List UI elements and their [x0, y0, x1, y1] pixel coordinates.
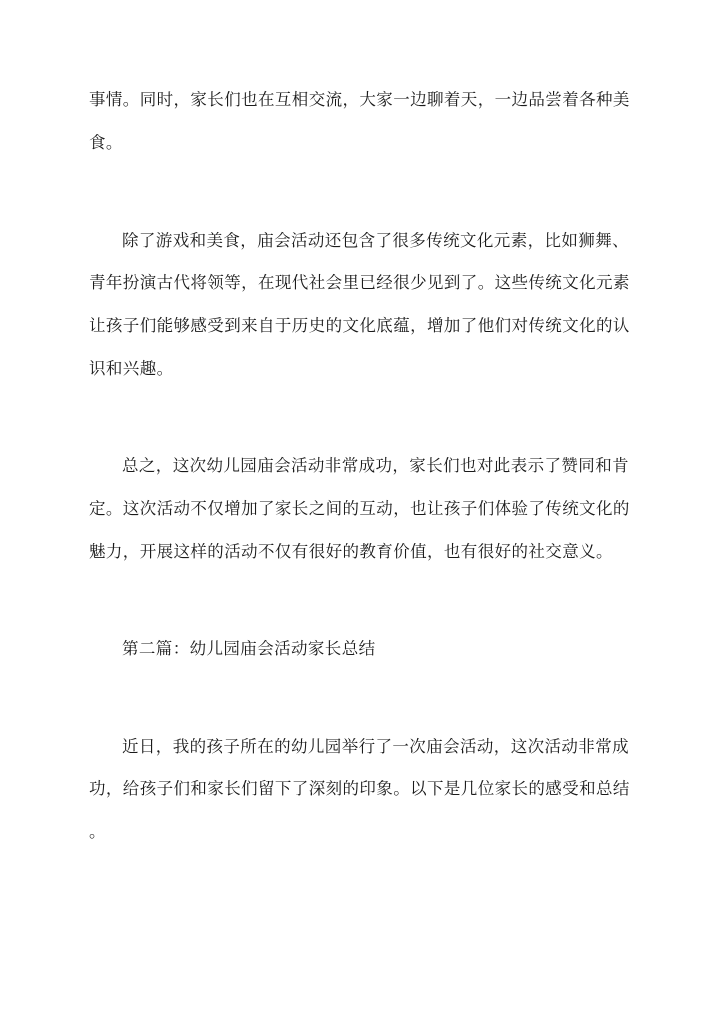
paragraph-4-line-1: 近日，我的孩子所在的幼儿园举行了一次庙会活动，这次活动非常成: [122, 737, 629, 756]
paragraph-1-line-1: 事情。同时，家长们也在互相交流，大家一边聊着天，一边品尝着各种美: [89, 90, 630, 109]
section-heading: 第二篇：幼儿园庙会活动家长总结: [122, 639, 376, 658]
paragraph-3-line-1: 总之，这次幼儿园庙会活动非常成功，家长们也对此表示了赞同和肯: [122, 456, 629, 475]
paragraph-2-line-3: 让孩子们能够感受到来自于历史的文化底蕴，增加了他们对传统文化的认: [89, 316, 630, 335]
paragraph-4-line-3: 。: [89, 822, 106, 841]
paragraph-1-line-2: 食。: [89, 133, 123, 152]
paragraph-2-line-1: 除了游戏和美食，庙会活动还包含了很多传统文化元素，比如狮舞、: [122, 231, 629, 250]
paragraph-2-line-2: 青年扮演古代将领等，在现代社会里已经很少见到了。这些传统文化元素: [89, 273, 630, 292]
paragraph-3-line-2: 定。这次活动不仅增加了家长之间的互动，也让孩子们体验了传统文化的: [89, 499, 630, 518]
paragraph-3-line-3: 魅力，开展这样的活动不仅有很好的教育价值，也有很好的社交意义。: [89, 542, 613, 561]
paragraph-4-line-2: 功，给孩子们和家长们留下了深刻的印象。以下是几位家长的感受和总结: [89, 779, 630, 798]
paragraph-2-line-4: 识和兴趣。: [89, 359, 174, 378]
